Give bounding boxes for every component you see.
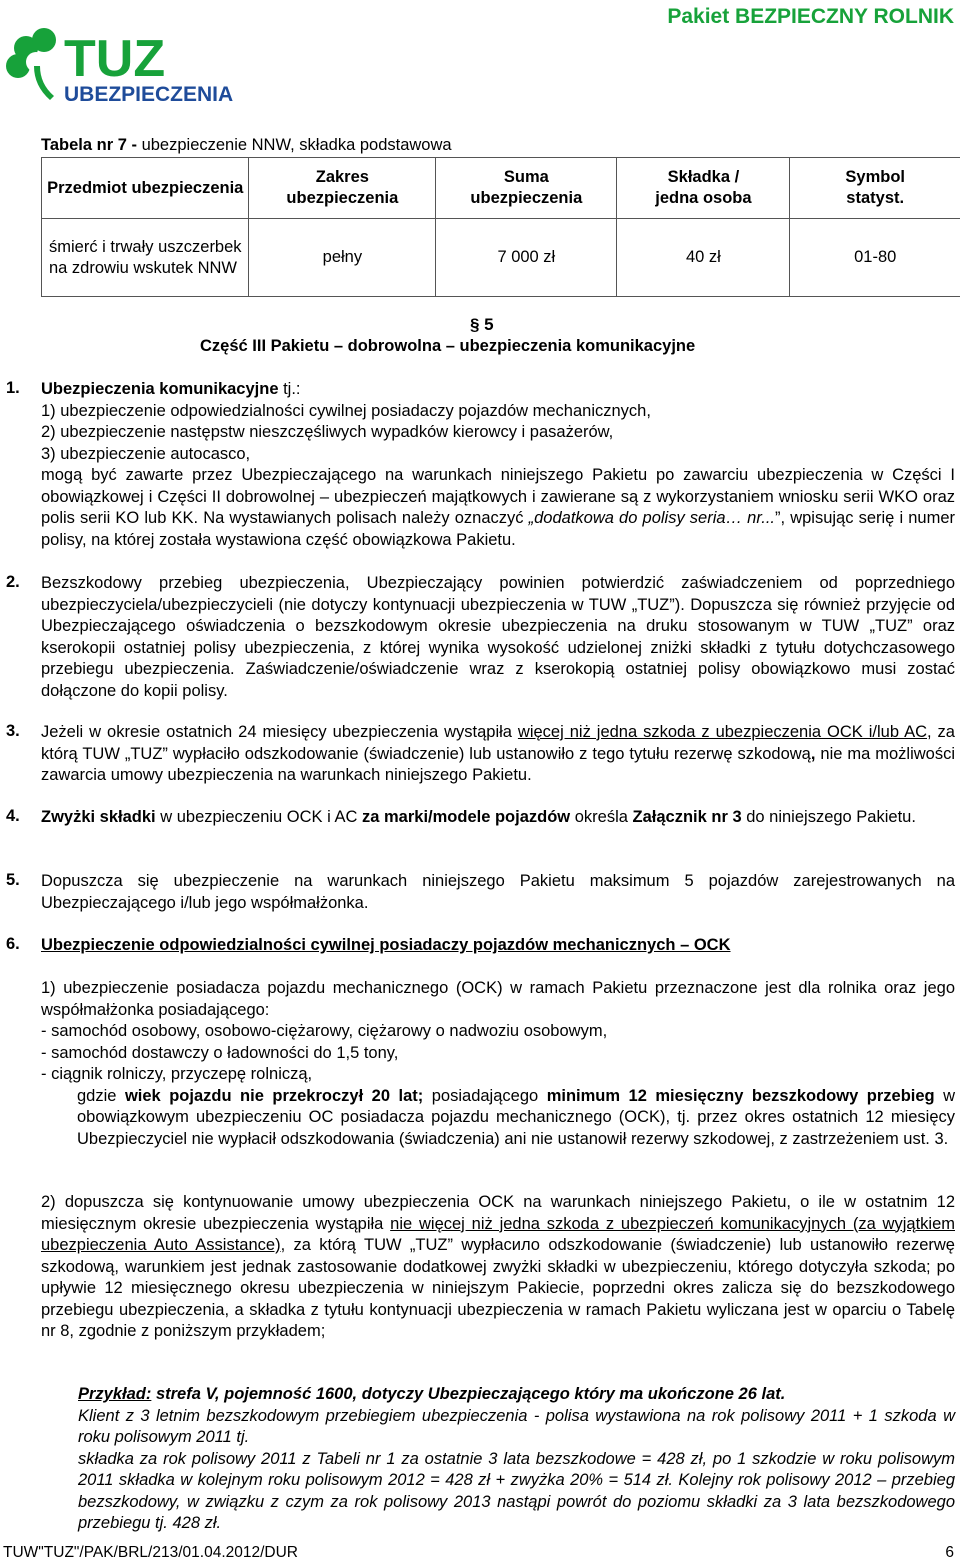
col-header: Suma ubezpieczenia [436, 158, 617, 219]
item-number: 5. [6, 871, 20, 889]
paragraph-1: Ubezpieczenia komunikacyjne tj.: 1) ubezpieczenie odpowiedzialności cywilnej posiadaczy pojazdów mechanicznych, 2) ubezpieczenie następstw nieszczęśliwych wypadków kierowcy i pasażerów, 3) ubezpieczenie autocasco, mogą być zawarte przez Ubezpieczającego na warunkach niniejszego Pakietu po zawarciu ubezpieczenia w Części I obowiązkowej i Części II dobrowolnej – ubezpieczeń majątkowych i zawierane są z wykorzystaniem wniosku serii WKO oraz polis serii KO lub KK. Na wystawianych polisach należy oznaczyć „dodatkowa do polisy seria… nr...”, wpisując serię i numer polisy, na której została wystawiona część obowiązkowa Pakietu. [41, 379, 955, 551]
ock-point-2: 2) dopuszcza się kontynuowanie umowy ubezpieczenia OCK na warunkach niniejszego Pakietu, o ile w ostatnim 12 miesięcznym okresie ubezpieczenia wystąpiła nie więcej niż jedna szkoda z ubezpieczeń komunikacyjnych (za wyjątkiem ubezpieczenia Auto Assistance), za którą TUW „TUZ” wypłacило odszkodowanie (świadczenie) lub ustanowiło rezerwę szkodową, warunkiem jest jednak zastosowanie dodatkowej zwyżki składki w ubezpieczeniu, którego dotyczyła szkoda; po upływie 12 miesięcznego okresu ubezpieczenia w niniejszym Pakiecie, poprzedni okres zalicza się do bezszkodowego przebiegu ubezpieczenia, a składka z tytułu kontynuacji ubezpieczenia w ramach Pakietu wyliczana jest w oparciu o Tabelę nr 8, zgodnie z poniższym przykładem; [41, 1193, 955, 1340]
item-number: 2. [6, 573, 20, 591]
col-header: Symbol statyst. [790, 158, 960, 219]
col-header: Przedmiot ubezpieczenia [42, 158, 249, 219]
svg-text:UBEZPIECZENIA: UBEZPIECZENIA [64, 83, 234, 106]
paragraph-5: Dopuszcza się ubezpieczenie na warunkach niniejszego Pakietu maksimum 5 pojazdów zarejestrowanych na Ubezpieczającego i/lub jego współmałżonka. [41, 872, 955, 912]
table-cell: 40 zł [617, 219, 790, 297]
ock-heading: Ubezpieczenie odpowiedzialności cywilnej posiadaczy pojazdów mechanicznych – OCK [41, 936, 731, 954]
paragraph-body: mogą być zawarte przez Ubezpieczającego na warunkach niniejszego Pakietu po zawarciu ubezpieczenia w Części I obowiązkowej i Części II dobrowolnej – ubezpieczeń majątkowych i zawierane są z wykorzystaniem wniosku serii WKO oraz polis serii KO lub KK. Na wystawianych polisach należy oznaczyć „dodatkowa do polisy seria… nr...”, wpisując serię i numer polisy, na której została wystawiona część obowiązkowa Pakietu. [41, 466, 955, 549]
col-header: Zakres ubezpieczenia [249, 158, 436, 219]
section-title: Część III Pakietu – dobrowolna – ubezpieczenia komunikacyjne [200, 337, 696, 355]
table-cell: 01-80 [790, 219, 960, 297]
table-row [42, 219, 960, 297]
table-cell: 7 000 zł [436, 219, 617, 297]
example-label: Przykład: [78, 1385, 152, 1403]
ock-point-1: 1) ubezpieczenie posiadacza pojazdu mechanicznego (OCK) w ramach Pakietu przeznaczone jest dla rolnika oraz jego współmałżonka posiadającego: - samochód osobowy, osobowo-ciężarowy, ciężarowy o nadwoziu osobowym, - samochód dostawczy o ładowności do 1,5 tony, - ciągnik rolniczy, przyczepę rolniczą, gdzie wiek pojazdu nie przekroczył 20 lat; posiadającego minimum 12 miesięczny bezszkodowy przebieg w obowiązkowym ubezpieczeniu OC posiadacza pojazdu mechanicznego (OCK), tj. przez okres ostatnich 12 miesięcy Ubezpieczyciel nie wypłacił odszkodowania (świadczenia) ani nie ustanowił rezerwy szkodowej, z zastrzeżeniem ust. 3. [41, 979, 956, 1148]
table-caption: Tabela nr 7 - ubezpieczenie NNW, składka podstawowa [41, 136, 452, 154]
svg-text:TUZ: TUZ [64, 30, 166, 88]
item-number: 3. [6, 722, 20, 740]
tuz-logo [4, 26, 260, 106]
nnw-premium-table [41, 157, 960, 297]
paragraph-3: Jeżeli w okresie ostatnich 24 miesięcy ubezpieczenia wystąpiła więcej niż jedna szkoda z ubezpieczenia OCK i/lub AC, za którą TUW „TUZ” wypłaciło odszkodowanie (świadczenie) lub ustanowiło z tego tytułu rezerwę szkodową, nie ma możliwości zawarcia umowy ubezpieczenia na warunkach niniejszego Pakietu. [41, 723, 955, 784]
list-item: 2) ubezpieczenie następstw nieszczęśliwych wypadków kierowcy i pasażerów, [41, 423, 614, 441]
list-item: 3) ubezpieczenie autocasco, [41, 444, 251, 463]
list-item: 1) ubezpieczenie odpowiedzialności cywilnej posiadaczy pojazdów mechanicznych, [41, 401, 651, 420]
paragraph-2: Bezszkodowy przebieg ubezpieczenia, Ubezpieczający powinien potwierdzić zaświadczeniem od poprzedniego ubezpieczyciela/ubezpieczycieli (nie dotyczy kontynuacji ubezpieczenia w TUW „TUZ”). Dopuszcza się również przyjęcie od Ubezpieczającego oświadczenia o bezszkodowym okresie ubezpieczenia na druku stosowanym w TUW „TUZ” oraz kserokopii ostatniej polisy ubezpieczenia, z której wynika wysokość udzielonej zniżki składki z tytułu dotychczasowego przebiegu ubezpieczenia. Zaświadczenie/oświadczenie wraz z kserokopią ostatniej polisy obowiązkowo musi zostać dołączone do kopii polisy. [41, 574, 955, 700]
paragraph-4: Zwyżki składki w ubezpieczeniu OCK i AC za marki/modele pojazdów określa Załącznik nr 3 do niniejszego Pakietu. [41, 808, 916, 826]
example-block: Przykład: strefa V, pojemność 1600, dotyczy Ubezpieczającego który ma ukończone 26 lat. Klient z 3 letnim bezszkodowym przebiegiem ubezpieczenia - polisa wystawiona na rok polisowy 2011 + 1 szkoda w roku polisowym 2011 tj. składka za rok polisowy 2011 z Tabeli nr 1 za ostatnie 3 lata bezszkodowe = 428 zł, po 1 szkodzie w roku polisowym 2011 składka w kolejnym roku polisowym 2012 = 428 zł + zwyżka 20% = 514 zł. Kolejny rok polisowy 2012 – przebieg bezszkodowy, w związku z czym za rok polisowy 2013 nastąpi powrót do poziomu składki za 3 lata bezszkodowego przebiegu tj. 428 zł. [78, 1385, 955, 1532]
dash-item: - samochód osobowy, osobowo-ciężarowy, ciężarowy o nadwoziu osobowym, [41, 1022, 608, 1040]
package-title: Pakiet BEZPIECZNY ROLNIK [667, 5, 954, 28]
item-number: 4. [6, 807, 20, 825]
clover-logo-icon [4, 26, 260, 106]
item-number: 1. [6, 379, 20, 397]
dash-item: - ciągnik rolniczy, przyczepę rolniczą, [41, 1065, 313, 1083]
table-cell: śmierć i trwały uszczerbek na zdrowiu wskutek NNW [42, 219, 249, 297]
paragraph-lead: Ubezpieczenia komunikacyjne [41, 380, 279, 398]
section-number: § 5 [470, 315, 494, 334]
col-header: Składka / jedna osoba [617, 158, 790, 219]
footer-code: TUW"TUZ"/PAK/BRL/213/01.04.2012/DUR [3, 1544, 298, 1561]
page-number: 6 [945, 1544, 954, 1561]
table-cell: pełny [249, 219, 436, 297]
dash-item: - samochód dostawczy o ładowności do 1,5 tony, [41, 1043, 399, 1062]
item-number: 6. [6, 935, 20, 953]
table-header-row [42, 158, 960, 219]
